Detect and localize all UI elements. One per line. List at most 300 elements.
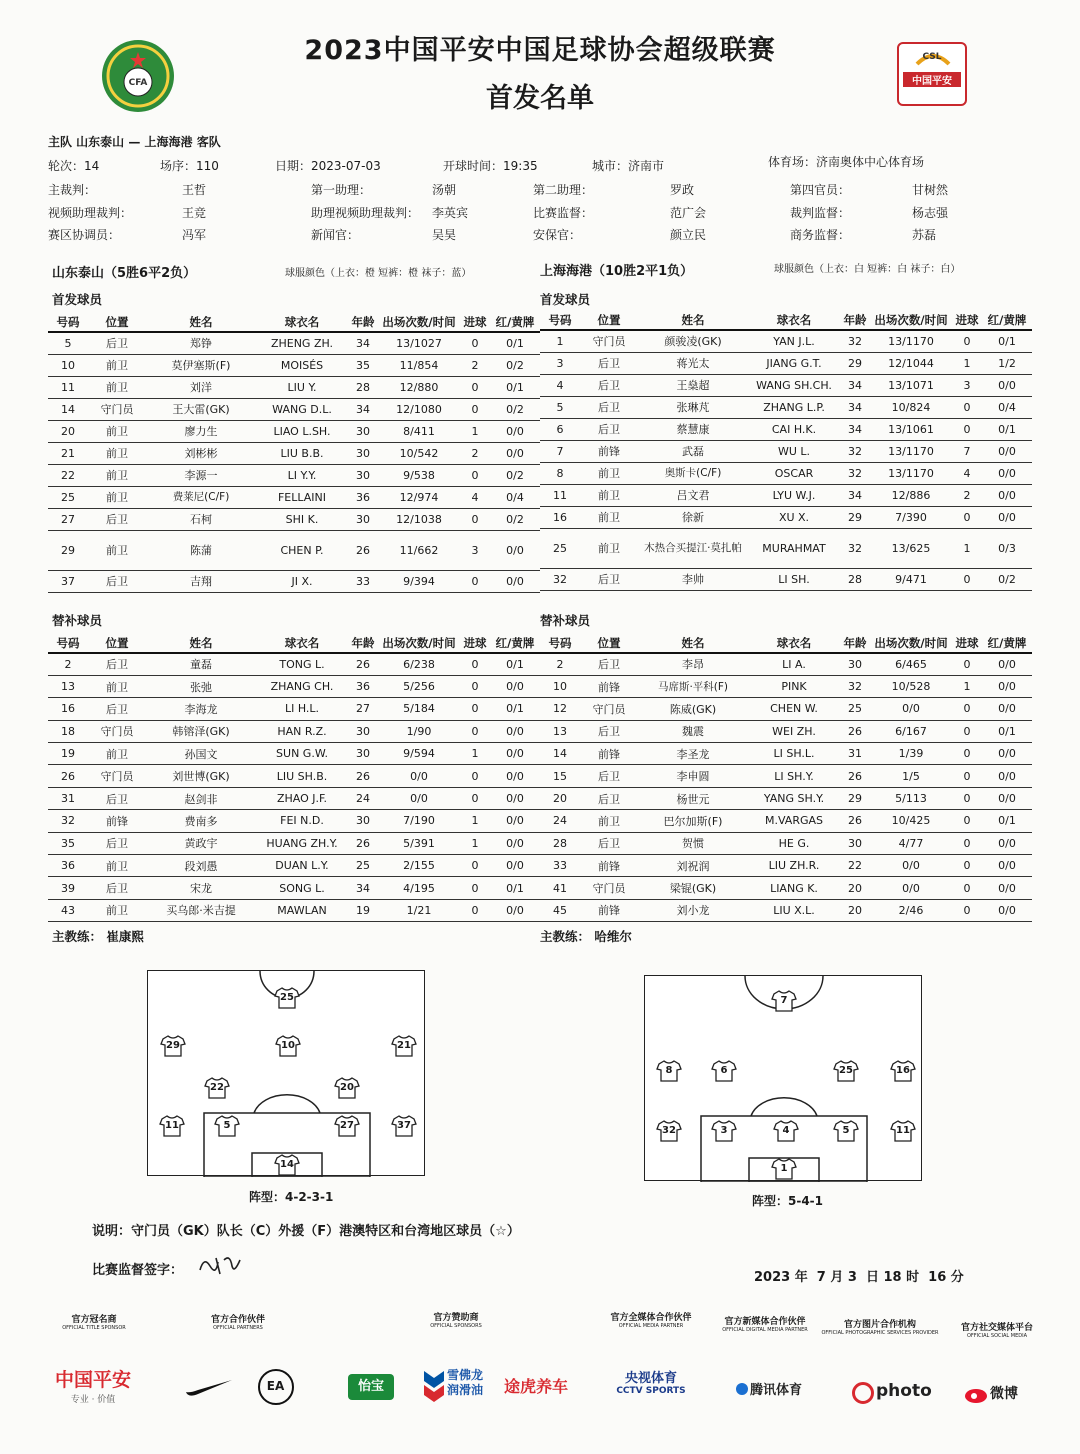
table-cell: 0/1 — [490, 376, 540, 398]
table-header-row — [48, 313, 540, 332]
table-cell: 李帅 — [638, 568, 748, 590]
table-cell: 0/1 — [490, 653, 540, 675]
table-cell: 27 — [348, 698, 378, 720]
table-cell: 0 — [952, 720, 982, 742]
column-header: 红/黄牌 — [982, 311, 1032, 330]
table-cell: 12/886 — [870, 484, 952, 506]
table-cell: 6/167 — [870, 720, 952, 742]
table-cell: 前锋 — [580, 440, 638, 462]
table-cell: YANG SH.Y. — [748, 787, 840, 809]
table-cell: 赵剑非 — [146, 787, 256, 809]
table-row — [540, 765, 1032, 787]
table-cell: 0/0 — [378, 787, 460, 809]
table-cell: 陈威(GK) — [638, 698, 748, 720]
table-cell: 0/0 — [982, 787, 1032, 809]
table-header-row — [48, 634, 540, 653]
table-cell: 前锋 — [580, 743, 638, 765]
table-cell: 13/1027 — [378, 332, 460, 354]
table-cell: 后卫 — [580, 352, 638, 374]
table-cell: LIU Y. — [256, 376, 348, 398]
table-row — [540, 568, 1032, 590]
table-cell: 0/0 — [870, 877, 952, 899]
vcg-photo-logo: photo — [876, 1381, 932, 1401]
away-starters-table — [540, 311, 1032, 591]
chevron-lube-text: 雪佛龙 润滑油 — [447, 1368, 484, 1397]
table-cell: 段刘愚 — [146, 855, 256, 877]
table-cell: 蒋光太 — [638, 352, 748, 374]
player-shirt-icon — [890, 1120, 916, 1142]
document-title: 2023中国平安中国足球协会超级联赛 — [304, 35, 776, 66]
table-cell: 30 — [348, 442, 378, 464]
table-cell: MAWLAN — [256, 899, 348, 921]
table-cell: 30 — [348, 508, 378, 530]
table-cell: 43 — [48, 899, 88, 921]
sponsor-caption-cn: 官方图片合作机构 — [843, 1320, 916, 1330]
table-cell: 15 — [540, 765, 580, 787]
table-cell: LIANG K. — [748, 877, 840, 899]
table-cell: 30 — [348, 720, 378, 742]
table-cell: M.VARGAS — [748, 810, 840, 832]
table-cell: WEI ZH. — [748, 720, 840, 742]
shirt-number: 22 — [210, 1082, 224, 1093]
table-cell: 后卫 — [580, 418, 638, 440]
sponsor-caption-en: OFFICIAL PHOTOGRAPHIC SERVICES PROVIDER — [821, 1330, 939, 1336]
table-cell: 6 — [540, 418, 580, 440]
table-cell: 6/238 — [378, 653, 460, 675]
table-cell: 13/1071 — [870, 374, 952, 396]
table-cell: 前卫 — [88, 464, 146, 486]
table-cell: 5/391 — [378, 832, 460, 854]
table-row — [48, 832, 540, 854]
sponsor-caption-cn: 官方合作伙伴 — [210, 1315, 265, 1325]
cctv-sports-en: CCTV SPORTS — [616, 1386, 686, 1396]
document-subtitle: 首发名单 — [486, 83, 594, 114]
table-cell: 前卫 — [88, 899, 146, 921]
table-cell: 李申圆 — [638, 765, 748, 787]
official-name: 苏磊 — [912, 228, 937, 242]
csl-logo-text: CSL — [922, 52, 942, 62]
official-name: 吴昊 — [432, 228, 457, 242]
table-cell: 11 — [540, 484, 580, 506]
table-cell: 5 — [48, 332, 88, 354]
table-cell: 0 — [952, 506, 982, 528]
shirt-number: 6 — [720, 1065, 728, 1076]
away-subs-table — [540, 634, 1032, 922]
player-shirt-icon — [773, 1120, 799, 1142]
table-row — [540, 418, 1032, 440]
table-row — [540, 855, 1032, 877]
table-cell: 武磊 — [638, 440, 748, 462]
column-header: 球衣名 — [748, 634, 840, 653]
table-row — [540, 506, 1032, 528]
table-cell: 5/113 — [870, 787, 952, 809]
official-name: 杨志强 — [912, 206, 949, 220]
table-cell: 0/0 — [982, 698, 1032, 720]
table-cell: HUANG ZH.Y. — [256, 832, 348, 854]
table-cell: 28 — [540, 832, 580, 854]
table-row — [48, 675, 540, 697]
match-no: 场序：110 — [160, 159, 219, 173]
table-cell: 0/0 — [870, 855, 952, 877]
player-shirt-icon — [334, 1115, 360, 1137]
column-header: 进球 — [952, 311, 982, 330]
column-header: 姓名 — [638, 634, 748, 653]
table-cell: 0 — [952, 855, 982, 877]
sponsor-caption-cn: 官方赞助商 — [433, 1313, 479, 1323]
away-formation-label: 阵型：5-4-1 — [752, 1194, 824, 1208]
table-cell: 0/0 — [982, 832, 1032, 854]
table-cell: 21 — [48, 442, 88, 464]
table-cell: 20 — [48, 420, 88, 442]
table-cell: 7/390 — [870, 506, 952, 528]
table-cell: 1/39 — [870, 743, 952, 765]
table-cell: 13 — [48, 675, 88, 697]
table-cell: 5/184 — [378, 698, 460, 720]
table-cell: 26 — [348, 832, 378, 854]
shirt-number: 32 — [662, 1125, 676, 1136]
table-cell: 守门员 — [580, 877, 638, 899]
table-cell: 2 — [540, 653, 580, 675]
table-cell: 童磊 — [146, 653, 256, 675]
table-cell: 13/625 — [870, 528, 952, 568]
cbest-logo: 怡宝 — [348, 1374, 394, 1400]
sponsor-caption-cn: 官方全媒体合作伙伴 — [610, 1313, 692, 1323]
csl-logo-caption: 中国平安 — [903, 72, 961, 87]
table-cell: 45 — [540, 899, 580, 921]
sponsor-caption — [591, 1310, 711, 1329]
table-cell: 1 — [952, 675, 982, 697]
column-header: 位置 — [580, 311, 638, 330]
table-cell: 后卫 — [88, 787, 146, 809]
signature-label: 比赛监督签字： — [92, 1263, 184, 1278]
table-cell: 10/528 — [870, 675, 952, 697]
table-cell: 守门员 — [580, 698, 638, 720]
table-cell: 0/0 — [490, 420, 540, 442]
table-cell: 颜骏凌(GK) — [638, 330, 748, 352]
table-row — [48, 877, 540, 899]
table-row — [540, 675, 1032, 697]
home-starters-table — [48, 313, 540, 593]
column-header: 进球 — [952, 634, 982, 653]
ping-an-slogan: 专业 · 价值 — [70, 1395, 116, 1405]
table-cell: 刘祝润 — [638, 855, 748, 877]
table-cell: 宋龙 — [146, 877, 256, 899]
table-cell: 34 — [840, 396, 870, 418]
shirt-number: 4 — [782, 1125, 790, 1136]
table-row — [48, 486, 540, 508]
table-cell: 吕文君 — [638, 484, 748, 506]
table-cell: 0/0 — [490, 530, 540, 570]
table-cell: 买乌郎·米吉提 — [146, 899, 256, 921]
column-header: 球衣名 — [256, 634, 348, 653]
player-shirt-icon — [833, 1120, 859, 1142]
sponsor-caption — [705, 1314, 825, 1333]
shirt-number: 27 — [340, 1120, 354, 1131]
shirt-number: 1 — [780, 1163, 788, 1174]
sponsor-caption — [396, 1310, 516, 1329]
table-cell: 木热合买提江·莫扎帕 — [638, 528, 748, 568]
table-row — [48, 442, 540, 464]
table-cell: LIU X.L. — [748, 899, 840, 921]
table-cell: 李圣龙 — [638, 743, 748, 765]
table-cell: 后卫 — [580, 396, 638, 418]
table-cell: 张弛 — [146, 675, 256, 697]
table-cell: 22 — [48, 464, 88, 486]
table-cell: ZHANG L.P. — [748, 396, 840, 418]
table-row — [540, 484, 1032, 506]
table-cell: 0 — [952, 899, 982, 921]
column-header: 球衣名 — [748, 311, 840, 330]
column-header: 位置 — [88, 634, 146, 653]
column-header: 红/黄牌 — [490, 313, 540, 332]
table-cell: 1 — [460, 420, 490, 442]
table-cell: 0/4 — [490, 486, 540, 508]
table-cell: 0/0 — [490, 832, 540, 854]
table-cell: 26 — [348, 653, 378, 675]
table-cell: 守门员 — [580, 330, 638, 352]
table-cell: 0 — [952, 877, 982, 899]
table-cell: 12/974 — [378, 486, 460, 508]
table-row — [48, 420, 540, 442]
table-row — [540, 462, 1032, 484]
table-cell: HAN R.Z. — [256, 720, 348, 742]
table-cell: LI SH.L. — [748, 743, 840, 765]
table-cell: LI SH.Y. — [748, 765, 840, 787]
official-role-label: 新闻官： — [311, 228, 360, 242]
table-cell: 0/1 — [490, 698, 540, 720]
table-cell: 30 — [840, 653, 870, 675]
official-name: 王竞 — [182, 206, 207, 220]
home-starters-label: 首发球员 — [52, 292, 103, 307]
table-cell: 费南多 — [146, 810, 256, 832]
match-date: 日期：2023-07-03 — [275, 159, 381, 173]
table-cell: 0/0 — [982, 506, 1032, 528]
table-cell: 0/0 — [982, 653, 1032, 675]
player-shirt-icon — [771, 1158, 797, 1180]
table-cell: 24 — [540, 810, 580, 832]
table-cell: 杨世元 — [638, 787, 748, 809]
table-cell: WANG D.L. — [256, 398, 348, 420]
table-cell: 41 — [540, 877, 580, 899]
sponsor-caption-cn: 官方冠名商 — [71, 1315, 117, 1325]
table-cell: SONG L. — [256, 877, 348, 899]
table-cell: 0/0 — [490, 442, 540, 464]
table-row — [540, 330, 1032, 352]
column-header: 出场次数/时间 — [378, 313, 460, 332]
column-header: 出场次数/时间 — [870, 634, 952, 653]
table-cell: 前卫 — [88, 354, 146, 376]
table-cell: 25 — [48, 486, 88, 508]
column-header: 红/黄牌 — [490, 634, 540, 653]
table-cell: 0/1 — [982, 810, 1032, 832]
official-role-label: 裁判监督： — [790, 206, 851, 220]
table-cell: WANG SH.CH. — [748, 374, 840, 396]
column-header: 进球 — [460, 313, 490, 332]
table-cell: 吉翔 — [146, 570, 256, 592]
player-shirt-icon — [214, 1115, 240, 1137]
table-cell: 0 — [952, 765, 982, 787]
table-cell: YAN J.L. — [748, 330, 840, 352]
table-cell: 0 — [952, 653, 982, 675]
cfa-logo-text: CFA — [128, 78, 148, 88]
table-cell: 郑铮 — [146, 332, 256, 354]
table-row — [48, 698, 540, 720]
table-cell: 11/854 — [378, 354, 460, 376]
table-cell: 0/0 — [982, 675, 1032, 697]
table-cell: CHEN W. — [748, 698, 840, 720]
supervisor-signature — [196, 1252, 244, 1278]
table-cell: 后卫 — [88, 570, 146, 592]
column-header: 年龄 — [348, 634, 378, 653]
table-cell: 后卫 — [580, 832, 638, 854]
table-cell: 0/4 — [982, 396, 1032, 418]
table-cell: 27 — [48, 508, 88, 530]
home-subs-table — [48, 634, 540, 922]
table-cell: 廖力生 — [146, 420, 256, 442]
table-cell: 11/662 — [378, 530, 460, 570]
table-cell: 0/0 — [870, 698, 952, 720]
table-cell: 后卫 — [88, 698, 146, 720]
table-cell: 魏震 — [638, 720, 748, 742]
table-cell: 9/394 — [378, 570, 460, 592]
table-row — [48, 508, 540, 530]
table-cell: 26 — [840, 765, 870, 787]
table-cell: 3 — [460, 530, 490, 570]
table-cell: 0/0 — [982, 765, 1032, 787]
home-kit: 球服颜色（上衣：橙 短裤：橙 袜子：蓝） — [285, 268, 472, 279]
table-row — [48, 570, 540, 592]
table-cell: 后卫 — [580, 653, 638, 675]
table-cell: 1/90 — [378, 720, 460, 742]
table-cell: 0 — [952, 568, 982, 590]
table-cell: 32 — [840, 330, 870, 352]
stadium: 体育场：济南奥体中心体育场 — [768, 155, 925, 169]
table-cell: 34 — [348, 877, 378, 899]
table-cell: 30 — [348, 420, 378, 442]
home-subs-label: 替补球员 — [52, 613, 103, 628]
table-cell: 王大雷(GK) — [146, 398, 256, 420]
sponsor-caption-cn: 官方新媒体合作伙伴 — [724, 1317, 806, 1327]
table-cell: 26 — [348, 530, 378, 570]
away-team-name: 上海海港（10胜2平1负） — [540, 264, 694, 279]
table-cell: 1/21 — [378, 899, 460, 921]
table-cell: 16 — [48, 698, 88, 720]
table-cell: 前卫 — [88, 855, 146, 877]
table-cell: 后卫 — [580, 720, 638, 742]
sponsor-caption-en: OFFICIAL TITLE SPONSOR — [62, 1325, 126, 1331]
table-cell: ZHENG ZH. — [256, 332, 348, 354]
shirt-number: 25 — [280, 992, 294, 1003]
table-cell: 0/0 — [490, 855, 540, 877]
table-cell: XU X. — [748, 506, 840, 528]
player-shirt-icon — [274, 1154, 300, 1176]
table-cell: 0 — [460, 877, 490, 899]
table-cell: 2/46 — [870, 899, 952, 921]
column-header: 姓名 — [638, 311, 748, 330]
sponsor-caption — [34, 1312, 154, 1331]
city: 城市：济南市 — [592, 159, 665, 173]
shirt-number: 16 — [896, 1065, 910, 1076]
table-cell: ZHAO J.F. — [256, 787, 348, 809]
table-cell: ZHANG CH. — [256, 675, 348, 697]
table-cell: PINK — [748, 675, 840, 697]
shirt-number: 14 — [280, 1159, 294, 1170]
table-row — [48, 332, 540, 354]
table-cell: 37 — [48, 570, 88, 592]
weibo-logo: 微博 — [990, 1386, 1018, 1402]
column-header: 位置 — [88, 313, 146, 332]
table-cell: 29 — [840, 352, 870, 374]
table-cell: 后卫 — [580, 568, 638, 590]
table-cell: 11 — [48, 376, 88, 398]
tuhu-logo: 途虎养车 — [504, 1377, 569, 1396]
official-role-label: 商务监督： — [790, 228, 851, 242]
kickoff-time: 开球时间：19:35 — [443, 159, 538, 173]
official-name: 甘树然 — [912, 183, 949, 197]
table-cell: 34 — [840, 374, 870, 396]
table-cell: 30 — [840, 832, 870, 854]
table-cell: 前卫 — [580, 506, 638, 528]
table-cell: 前锋 — [580, 899, 638, 921]
official-name: 王哲 — [182, 183, 207, 197]
table-cell: 32 — [840, 675, 870, 697]
shirt-number: 3 — [720, 1125, 728, 1136]
table-cell: 33 — [540, 855, 580, 877]
table-cell: 8/411 — [378, 420, 460, 442]
table-cell: 0 — [952, 698, 982, 720]
player-shirt-icon — [274, 987, 300, 1009]
table-row — [540, 374, 1032, 396]
table-cell: 0 — [952, 832, 982, 854]
table-cell: TONG L. — [256, 653, 348, 675]
table-cell: 0/0 — [982, 440, 1032, 462]
tencent-sports-logo: 腾讯体育 — [750, 1383, 803, 1398]
table-cell: 刘小龙 — [638, 899, 748, 921]
official-role-label: 第四官员： — [790, 183, 851, 197]
table-cell: 前卫 — [88, 675, 146, 697]
table-cell: 3 — [952, 374, 982, 396]
table-cell: 1 — [460, 810, 490, 832]
shirt-number: 25 — [839, 1065, 853, 1076]
table-cell: 34 — [348, 398, 378, 420]
table-row — [48, 899, 540, 921]
table-cell: 前卫 — [88, 442, 146, 464]
table-cell: 0 — [952, 787, 982, 809]
table-cell: 0 — [460, 720, 490, 742]
table-cell: 0 — [460, 398, 490, 420]
table-cell: 0/1 — [490, 332, 540, 354]
table-cell: 0/2 — [490, 398, 540, 420]
table-cell: 前锋 — [88, 810, 146, 832]
table-cell: 前卫 — [580, 462, 638, 484]
table-cell: 李源一 — [146, 464, 256, 486]
table-row — [540, 787, 1032, 809]
table-row — [540, 743, 1032, 765]
table-row — [540, 528, 1032, 568]
csl-logo — [897, 42, 967, 106]
shirt-number: 21 — [397, 1040, 411, 1051]
player-shirt-icon — [833, 1060, 859, 1082]
table-cell: 28 — [840, 568, 870, 590]
ea-logo — [258, 1369, 294, 1405]
table-cell: 4 — [952, 462, 982, 484]
player-shirt-icon — [711, 1060, 737, 1082]
column-header: 号码 — [48, 634, 88, 653]
table-cell: 0/0 — [490, 810, 540, 832]
table-cell: 32 — [840, 440, 870, 462]
table-header-row — [540, 634, 1032, 653]
table-cell: 1 — [460, 832, 490, 854]
